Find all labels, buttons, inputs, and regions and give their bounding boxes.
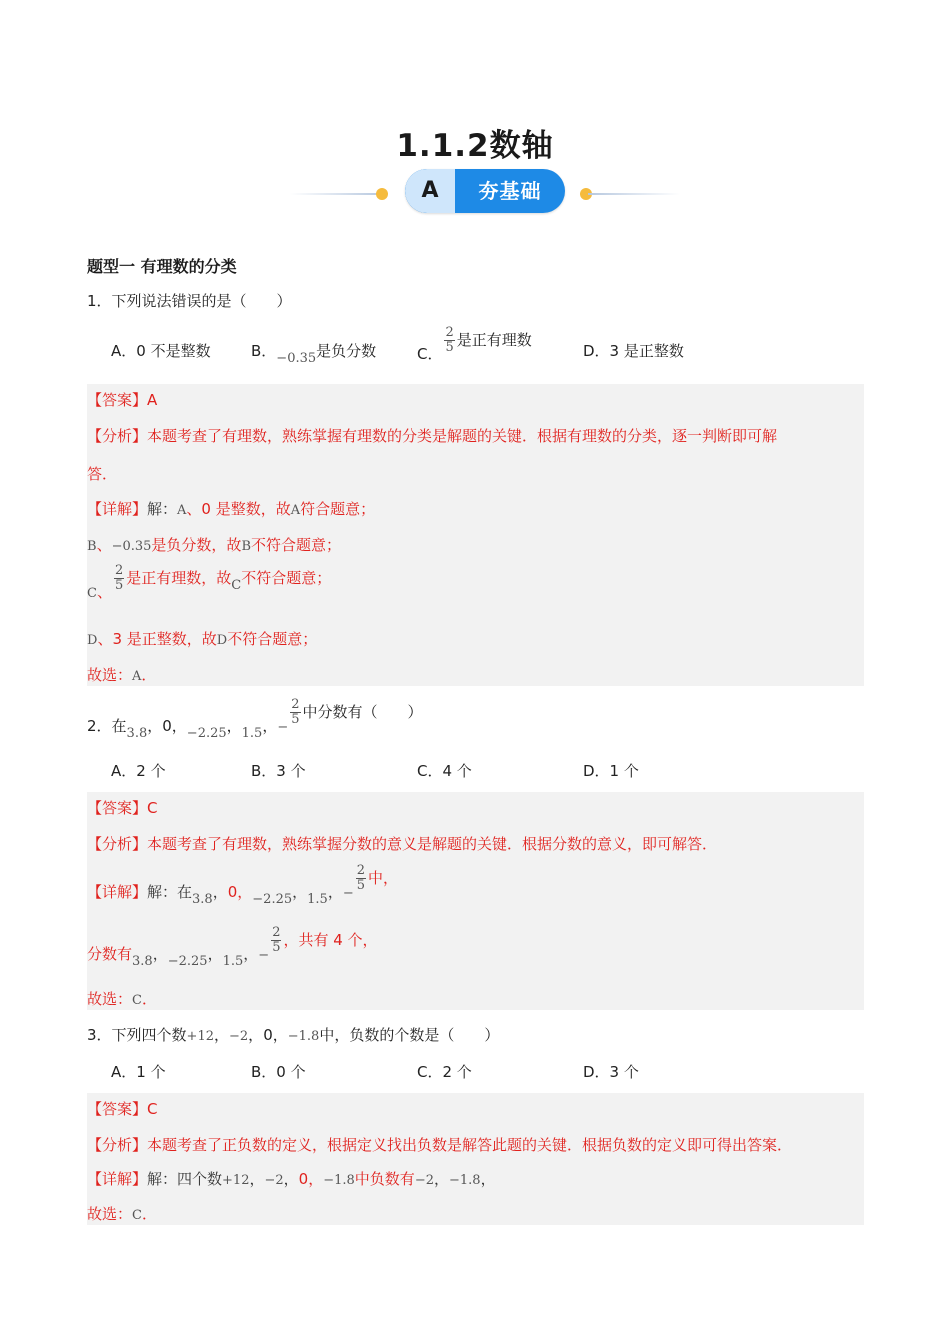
choose-label: 故选： <box>87 666 133 684</box>
option-a: A．2 个 <box>111 762 166 780</box>
choose-math: A <box>132 669 142 684</box>
separator: ， <box>433 1170 449 1188</box>
separator: ， <box>147 717 163 735</box>
banner-pill <box>405 169 565 213</box>
fraction-denominator: 5 <box>445 340 454 355</box>
choose-math: C <box>132 993 142 1008</box>
separator: 、 <box>96 583 112 601</box>
answer-line: 【答案】C <box>87 799 158 817</box>
detail-text: 是负分数，故 <box>151 536 242 554</box>
detail-zero: 0， <box>227 883 253 901</box>
detail-end: 不符合题意； <box>227 630 318 648</box>
stem-zero: 0， <box>162 717 187 735</box>
separator: ， <box>283 1170 299 1188</box>
detail-prefix: 解：四个数 <box>147 1170 223 1188</box>
math-number: 3.8 <box>192 892 213 907</box>
choose-line <box>87 664 156 685</box>
choose-end: ． <box>141 666 157 684</box>
math-number: +12 <box>222 1173 250 1188</box>
answer-box-2 <box>87 792 864 1010</box>
separator: ， <box>226 717 242 735</box>
detail-line <box>87 863 399 907</box>
option-b-text: 是负分数 <box>316 342 377 360</box>
choose-line <box>87 1203 157 1224</box>
section-title: 题型一 有理数的分类 <box>87 257 237 276</box>
section-banner <box>290 166 680 216</box>
answer-box-1 <box>87 384 864 686</box>
question-3-stem <box>87 1024 499 1045</box>
fraction-denominator: 5 <box>291 712 300 727</box>
option-d: D．1 个 <box>583 762 639 780</box>
separator: ， <box>327 883 343 901</box>
option-c-label: C． <box>417 345 443 363</box>
stem-end: 中，负数的个数是（ ） <box>319 1026 500 1044</box>
count-end: ，共有 4 个， <box>283 931 378 949</box>
math-number: −1.8 <box>323 1173 355 1188</box>
analysis-line: 【分析】本题考查了正负数的定义，根据定义找出负数是解答此题的关键．根据负数的定义即可得出答案． <box>87 1136 793 1154</box>
fraction-denominator: 5 <box>272 940 281 955</box>
detail-text: 、3 是正整数，故 <box>97 630 217 648</box>
detail-end: 符合题意； <box>300 500 376 518</box>
fraction <box>356 864 366 893</box>
separator: ， <box>213 1026 229 1044</box>
question-1-stem: 1．下列说法错误的是（ ） <box>87 292 292 310</box>
math-number: −0.35 <box>111 539 152 554</box>
question-2-stem <box>87 697 423 741</box>
separator: ， <box>248 1026 264 1044</box>
fraction-numerator: 2 <box>272 925 281 940</box>
math-a: A <box>290 503 301 518</box>
stem-zero: 0， <box>263 1026 288 1044</box>
stem-end: 中分数有（ ） <box>302 703 423 721</box>
math-d: D <box>87 633 98 648</box>
detail-prefix: 解： <box>147 500 178 518</box>
choose-label: 故选： <box>87 1205 133 1223</box>
detail-prefix: 解：在 <box>147 883 193 901</box>
choose-end: ． <box>141 990 157 1008</box>
math-number: 1.5 <box>222 954 244 969</box>
detail-line <box>87 1168 496 1189</box>
math-b: B <box>87 539 97 554</box>
option-c <box>417 325 532 363</box>
option-c-text: 是正有理数 <box>456 331 532 349</box>
detail-end: 中， <box>368 869 399 887</box>
fraction-numerator: 2 <box>291 697 300 712</box>
math-number: −2 <box>264 1173 284 1188</box>
detail-line-b <box>87 534 341 555</box>
separator: ， <box>207 945 223 963</box>
detail-end: ， <box>480 1170 496 1188</box>
separator: ， <box>262 717 278 735</box>
choose-math: C <box>132 1208 142 1223</box>
option-b <box>251 340 377 366</box>
minus-sign: − <box>258 948 270 963</box>
detail-text: 是正有理数，故 <box>126 569 232 587</box>
banner-letter: A <box>405 169 455 213</box>
option-c: C．4 个 <box>417 762 472 780</box>
fraction <box>290 698 300 727</box>
math-number: 1.5 <box>307 892 328 907</box>
option-d: D．3 个 <box>583 1063 639 1081</box>
analysis-line-cont: 答． <box>87 465 118 483</box>
page-title: 1.1.2数轴 <box>396 128 554 164</box>
math-number: −2.25 <box>186 726 227 741</box>
banner-label: 夯基础 <box>478 179 542 203</box>
banner-dot-left <box>376 188 388 200</box>
math-number: −1.8 <box>449 1173 481 1188</box>
math-number: −1.8 <box>287 1029 320 1044</box>
math-number: 3.8 <box>132 954 153 969</box>
option-c-fraction <box>444 326 454 355</box>
minus-sign: − <box>342 886 354 901</box>
math-b: B <box>241 539 251 554</box>
separator: ， <box>249 1170 265 1188</box>
option-a: A．0 不是整数 <box>111 342 211 360</box>
detail-tag: 【详解】 <box>87 883 148 901</box>
option-c: C．2 个 <box>417 1063 472 1081</box>
separator: 、 <box>96 536 112 554</box>
math-d: D <box>216 633 228 648</box>
detail-line-d <box>87 628 317 649</box>
math-number: −2.25 <box>252 892 293 907</box>
analysis-line: 【分析】本题考查了有理数，熟练掌握有理数的分类是解题的关键．根据有理数的分类，逐一判断即可解 <box>87 427 778 445</box>
math-number: −2 <box>414 1173 434 1188</box>
stem-prefix: 3．下列四个数 <box>87 1026 187 1044</box>
math-a: A <box>177 503 187 518</box>
math-number: +12 <box>186 1029 214 1044</box>
detail-text: 、0 是整数，故 <box>186 500 291 518</box>
fraction <box>114 564 124 593</box>
math-number: 1.5 <box>241 726 263 741</box>
detail-mid: 中负数有 <box>354 1170 415 1188</box>
option-b: B．0 个 <box>251 1063 306 1081</box>
count-prefix: 分数有 <box>87 945 133 963</box>
math-number: −2.25 <box>167 954 208 969</box>
answer-line: 【答案】A <box>87 391 158 409</box>
detail-count-line <box>87 925 378 969</box>
detail-line-a <box>87 498 375 519</box>
math-number: −2 <box>229 1029 249 1044</box>
analysis-line: 【分析】本题考查了有理数，熟练掌握分数的意义是解题的关键．根据分数的意义，即可解答． <box>87 835 718 853</box>
stem-prefix: 2．在 <box>87 717 127 735</box>
option-d: D．3 是正整数 <box>583 342 684 360</box>
fraction-numerator: 2 <box>445 325 454 340</box>
fraction-numerator: 2 <box>356 863 366 878</box>
option-b-math: −0.35 <box>276 351 317 366</box>
banner-line-left <box>290 193 382 195</box>
separator: ， <box>152 945 168 963</box>
minus-sign: − <box>277 720 289 735</box>
detail-end: 不符合题意； <box>251 536 342 554</box>
detail-zero: 0， <box>298 1170 324 1188</box>
choose-label: 故选： <box>87 990 133 1008</box>
separator: ， <box>212 883 228 901</box>
choose-line <box>87 988 157 1009</box>
fraction-denominator: 5 <box>356 878 366 893</box>
fraction-denominator: 5 <box>114 578 124 593</box>
math-c: C <box>87 586 97 601</box>
detail-end: 不符合题意； <box>241 569 332 587</box>
option-a: A．1 个 <box>111 1063 166 1081</box>
detail-tag: 【详解】 <box>87 1170 148 1188</box>
math-number: 3.8 <box>126 726 148 741</box>
banner-line-right <box>588 193 680 195</box>
option-b-label: B． <box>251 342 277 360</box>
detail-line-c <box>87 563 332 601</box>
math-c: C <box>231 578 242 593</box>
separator: ， <box>292 883 308 901</box>
option-b: B．3 个 <box>251 762 306 780</box>
answer-box-3 <box>87 1093 864 1225</box>
answer-line: 【答案】C <box>87 1100 158 1118</box>
separator: ， <box>243 945 259 963</box>
fraction <box>271 926 281 955</box>
fraction-numerator: 2 <box>114 563 124 578</box>
choose-end: ． <box>141 1205 157 1223</box>
detail-tag: 【详解】 <box>87 500 148 518</box>
